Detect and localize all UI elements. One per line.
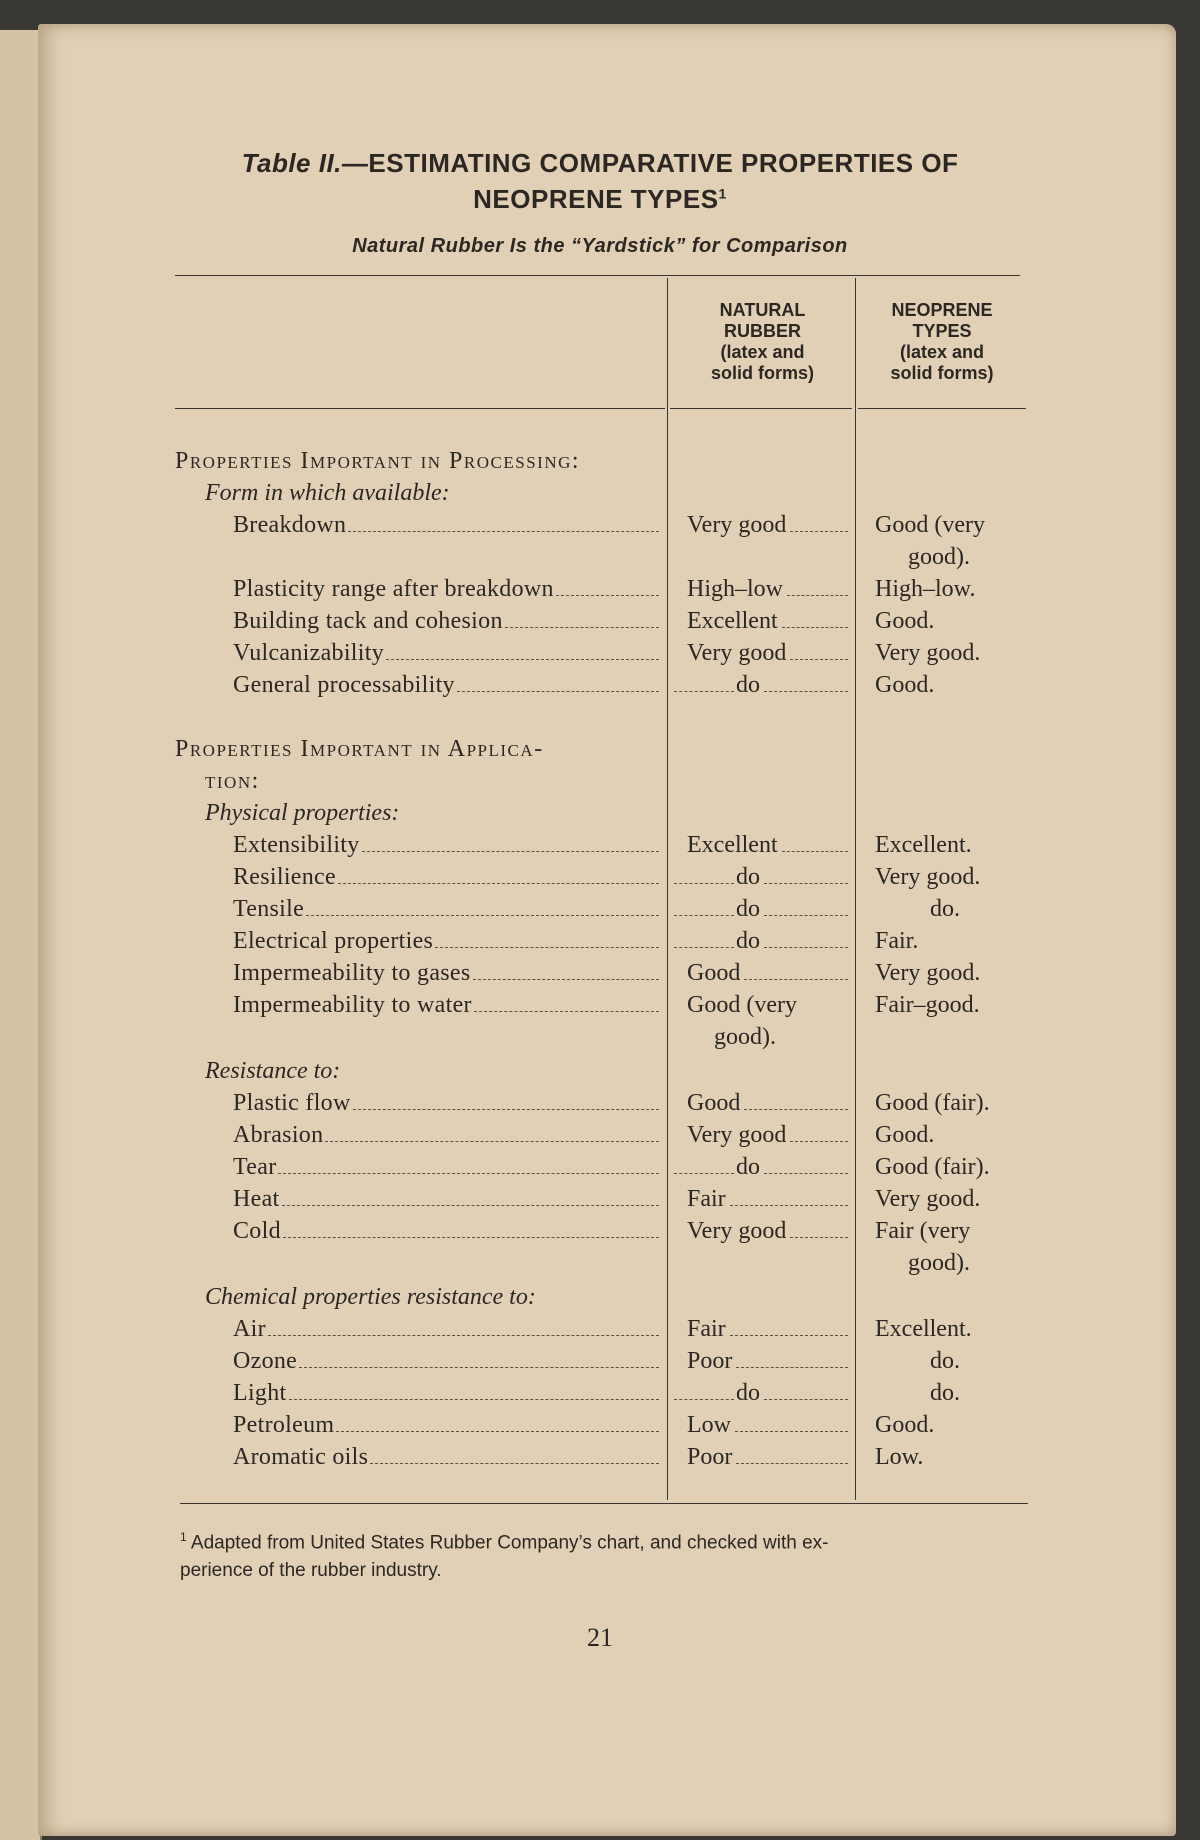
neoprene-value: Good. (875, 1412, 935, 1438)
label-text: Impermeability to gases (233, 960, 471, 986)
column-divider-1 (667, 278, 668, 1500)
leader-dots (299, 1367, 659, 1368)
leader-dots (353, 1109, 659, 1110)
leader-dots (764, 1399, 848, 1400)
natural-rubber-value-cont: good). (714, 1024, 776, 1050)
label-text: Air (233, 1316, 266, 1342)
row-label (233, 637, 663, 669)
natural-text: do (736, 1380, 760, 1406)
leader-dots (674, 1399, 734, 1400)
leader-dots (787, 595, 848, 596)
leader-dots (338, 883, 659, 884)
natural-text: Poor (687, 1444, 733, 1470)
resistance-subheading: Resistance to: (205, 1058, 341, 1084)
natural-text: Poor (687, 1348, 733, 1374)
neoprene-value: Good. (875, 1122, 935, 1148)
row-label (233, 1151, 663, 1183)
label-text: Electrical properties (233, 928, 434, 954)
label-text: Aromatic oils (233, 1444, 369, 1470)
label-text: General processability (233, 672, 455, 698)
natural-rubber-value (687, 573, 850, 605)
row-label (233, 509, 663, 541)
natural-rubber-value (672, 1377, 850, 1409)
natural-rubber-value (672, 1151, 850, 1183)
row-label (233, 573, 663, 605)
label-text: Light (233, 1380, 287, 1406)
leader-dots (306, 915, 659, 916)
natural-rubber-value (687, 1441, 850, 1473)
leader-dots (674, 1173, 734, 1174)
leader-dots (473, 979, 659, 980)
natural-text: Fair (687, 1186, 726, 1212)
natural-rubber-value (687, 605, 850, 637)
table-subtitle: Natural Rubber Is the “Yardstick” for Comparison (352, 235, 848, 257)
leader-dots (268, 1335, 659, 1336)
row-label (233, 861, 663, 893)
neoprene-value: Excellent. (875, 1316, 972, 1342)
table-title: Table II.—ESTIMATING COMPARATIVE PROPERTIES OF NEOPRENE TYPES$^1$ (241, 148, 959, 214)
leader-dots (764, 1173, 848, 1174)
leader-dots (790, 531, 848, 532)
binding-edge (0, 30, 42, 1840)
neoprene-value: do. (930, 896, 960, 922)
leader-dots (282, 1205, 659, 1206)
neoprene-value: High–low. (875, 576, 976, 602)
neoprene-value: Very good. (875, 1186, 981, 1212)
natural-text: High–low (687, 576, 783, 602)
leader-dots (348, 531, 659, 532)
row-label (233, 957, 663, 989)
natural-text: Excellent (687, 832, 778, 858)
leader-dots (736, 1463, 848, 1464)
row-label (233, 1345, 663, 1377)
row-label (233, 1087, 663, 1119)
leader-dots (457, 691, 659, 692)
natural-text: Good (very (687, 992, 797, 1018)
leader-dots (474, 1011, 659, 1012)
neoprene-value: Fair–good. (875, 992, 980, 1018)
natural-rubber-value (672, 861, 850, 893)
label-text: Tear (233, 1154, 277, 1180)
form-available-subheading: Form in which available: (205, 480, 450, 506)
neoprene-value: do. (930, 1348, 960, 1374)
label-text: Extensibility (233, 832, 360, 858)
row-label (233, 829, 663, 861)
bottom-rule (180, 1503, 1028, 1504)
natural-rubber-value (687, 1087, 850, 1119)
leader-dots (505, 627, 659, 628)
leader-dots (289, 1399, 660, 1400)
leader-dots (435, 947, 659, 948)
neoprene-value: Excellent. (875, 832, 972, 858)
natural-rubber-value (672, 893, 850, 925)
leader-dots (736, 1367, 848, 1368)
column-divider-2 (855, 278, 856, 1500)
leader-dots (674, 915, 734, 916)
row-label (233, 1313, 663, 1345)
leader-dots (790, 1141, 848, 1142)
natural-rubber-value (687, 1409, 850, 1441)
header-rule-label (175, 408, 665, 409)
row-label (233, 605, 663, 637)
natural-rubber-value (672, 669, 850, 701)
leader-dots (782, 851, 848, 852)
natural-rubber-value (687, 989, 850, 1021)
natural-rubber-value (687, 1313, 850, 1345)
row-label (233, 1215, 663, 1247)
label-text: Cold (233, 1218, 281, 1244)
natural-rubber-value (687, 829, 850, 861)
neoprene-value: Very good. (875, 640, 981, 666)
label-text: Vulcanizability (233, 640, 385, 666)
natural-text: Very good (687, 1122, 787, 1148)
leader-dots (764, 691, 848, 692)
neoprene-value: Very good. (875, 864, 981, 890)
leader-dots (782, 627, 848, 628)
neoprene-value: Low. (875, 1444, 924, 1470)
leader-dots (674, 691, 734, 692)
natural-rubber-value (672, 925, 850, 957)
leader-dots (764, 883, 848, 884)
footnote: $^1$ Adapted from United States Rubber Company’s chart, and checked with ex- perience of the rubber industry. (180, 1530, 829, 1582)
neoprene-value: Fair. (875, 928, 919, 954)
label-text: Petroleum (233, 1412, 335, 1438)
label-text: Abrasion (233, 1122, 324, 1148)
leader-dots (283, 1237, 659, 1238)
natural-rubber-value (687, 1215, 850, 1247)
neoprene-value-cont: good). (908, 1250, 970, 1276)
physical-properties-subheading: Physical properties: (205, 800, 400, 826)
natural-text: Very good (687, 640, 787, 666)
neoprene-value-cont: good). (908, 544, 970, 570)
natural-text: do (736, 1154, 760, 1180)
leader-dots (325, 1141, 659, 1142)
section-processing-heading: Properties Important in Processing: (175, 448, 581, 474)
leader-dots (278, 1173, 659, 1174)
leader-dots (764, 947, 848, 948)
label-text: Ozone (233, 1348, 298, 1374)
natural-text: Very good (687, 512, 787, 538)
leader-dots (336, 1431, 659, 1432)
label-text: Resilience (233, 864, 336, 890)
row-label (233, 1441, 663, 1473)
leader-dots (744, 1109, 848, 1110)
label-text: Tensile (233, 896, 305, 922)
natural-text: Good (687, 960, 741, 986)
natural-rubber-value (687, 1119, 850, 1151)
label-text: Heat (233, 1186, 280, 1212)
label-text: Plasticity range after breakdown (233, 576, 554, 602)
natural-text: do (736, 928, 760, 954)
label-text: Breakdown (233, 512, 347, 538)
neoprene-value: do. (930, 1380, 960, 1406)
chemical-properties-subheading: Chemical properties resistance to: (205, 1284, 536, 1310)
neoprene-value: Very good. (875, 960, 981, 986)
natural-text: Excellent (687, 608, 778, 634)
row-label (233, 1119, 663, 1151)
leader-dots (790, 1237, 848, 1238)
leader-dots (386, 659, 659, 660)
natural-text: Low (687, 1412, 731, 1438)
leader-dots (735, 1431, 848, 1432)
row-label (233, 925, 663, 957)
row-label (233, 1183, 663, 1215)
label-text: Impermeability to water (233, 992, 472, 1018)
natural-rubber-value (687, 1345, 850, 1377)
row-label (233, 893, 663, 925)
leader-dots (730, 1205, 848, 1206)
neoprene-value: Good. (875, 608, 935, 634)
leader-dots (764, 915, 848, 916)
col2-header: NEOPRENE TYPES (latex and solid forms) (890, 300, 994, 383)
leader-dots (370, 1463, 659, 1464)
natural-text: do (736, 672, 760, 698)
leader-dots (556, 595, 659, 596)
natural-text: do (736, 896, 760, 922)
neoprene-value: Fair (very (875, 1218, 971, 1244)
section-application-heading: Properties Important in Applica- (175, 736, 544, 762)
row-label (233, 989, 663, 1021)
neoprene-value: Good (fair). (875, 1154, 990, 1180)
row-label (233, 669, 663, 701)
natural-text: Very good (687, 1218, 787, 1244)
header-rule-col2 (858, 408, 1026, 409)
label-text: Building tack and cohesion (233, 608, 503, 634)
natural-rubber-value (687, 1183, 850, 1215)
natural-rubber-value (687, 637, 850, 669)
page-number: 21 (587, 1623, 613, 1652)
leader-dots (674, 947, 734, 948)
neoprene-value: Good (fair). (875, 1090, 990, 1116)
natural-text: Good (687, 1090, 741, 1116)
natural-rubber-value (687, 957, 850, 989)
natural-rubber-value (687, 509, 850, 541)
section-application-heading-cont: tion: (205, 768, 260, 794)
row-label (233, 1409, 663, 1441)
leader-dots (362, 851, 659, 852)
neoprene-value: Good (very (875, 512, 985, 538)
neoprene-value: Good. (875, 672, 935, 698)
header-rule-col1 (670, 408, 852, 409)
label-text: Plastic flow (233, 1090, 351, 1116)
natural-text: do (736, 864, 760, 890)
natural-text: Fair (687, 1316, 726, 1342)
col1-header: NATURAL RUBBER (latex and solid forms) (710, 300, 814, 383)
row-label (233, 1377, 663, 1409)
leader-dots (674, 883, 734, 884)
leader-dots (790, 659, 848, 660)
leader-dots (730, 1335, 848, 1336)
top-rule (175, 275, 1020, 276)
leader-dots (744, 979, 848, 980)
